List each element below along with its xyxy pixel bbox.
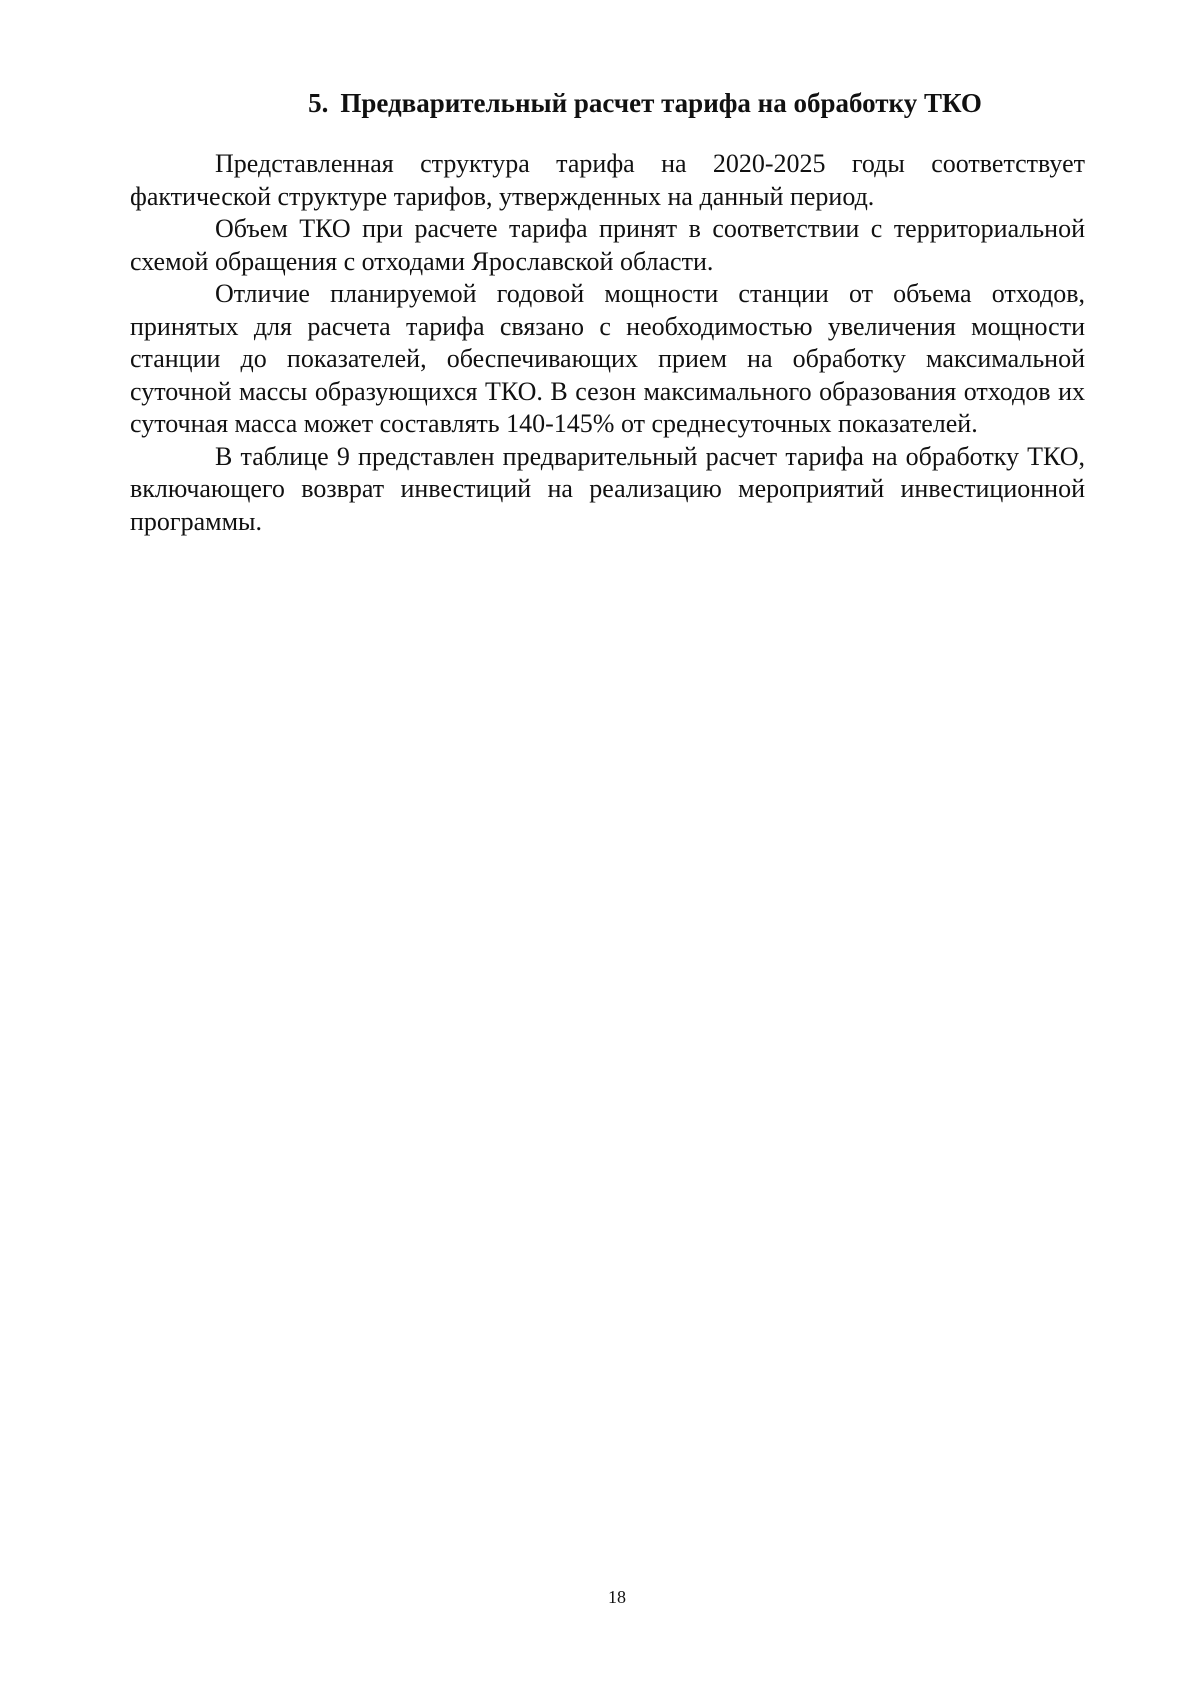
- section-number: 5.: [308, 88, 329, 118]
- page-number: 18: [608, 1587, 626, 1607]
- paragraph-waste-volume: Объем ТКО при расчете тарифа принят в соответствии с территориальной схемой обращения с отходами Ярославской области.: [130, 214, 1085, 276]
- paragraph-table-reference: В таблице 9 представлен предварительный расчет тарифа на обработку ТКО, включающего возврат инвестиций на реализацию мероприятий инвестиционной программы.: [130, 441, 1085, 536]
- body-text: [130, 148, 1085, 538]
- paragraph-station-capacity: Отличие планируемой годовой мощности станции от объема отходов, принятых для расчета тарифа связано с необходимостью увеличения мощности станции до показателей, обеспечивающих прием на обработку максимальной суточной массы образующихся ТКО. В сезон максимального образования отходов их суточная масса может составлять 140-145% от среднесуточных показателей.: [130, 279, 1085, 438]
- paragraph-tariff-structure: Представленная структура тарифа на 2020-2025 годы соответствует фактической структуре тарифов, утвержденных на данный период.: [130, 149, 1085, 211]
- section-title: Предварительный расчет тарифа на обработку ТКО: [340, 88, 982, 118]
- section-heading: [0, 86, 1200, 120]
